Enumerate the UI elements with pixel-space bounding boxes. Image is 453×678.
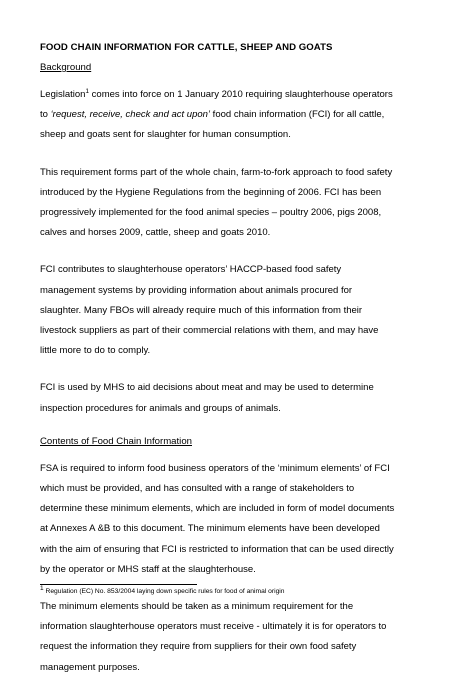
paragraph-text: Legislation: [40, 89, 86, 100]
footnote-reference[interactable]: 1: [85, 87, 90, 95]
paragraph-legislation: [40, 85, 395, 146]
paragraph-minimum-elements: FSA is required to inform food business operators of the ‘minimum elements’ of FCI which must be provided, and has consulted with a range of stakeholders to determine these minimum elements, which are included in form of model documents at Annexes A &B to this document. The minimum elements have been developed with the aim of ensuring that FCI is restricted to information that can be used directly by the operator or MHS staff at the slaughterhouse.: [40, 462, 395, 575]
paragraph-haccp: FCI contributes to slaughterhouse operators’ HACCP-based food safety management systems by providing information about animals procured for slaughter. Many FBOs will already require much of this information from their livestock suppliers as part of their commercial relations with them, and may have little more to do to comply.: [40, 264, 379, 357]
paragraph-requirement: This requirement forms part of the whole chain, farm-to-fork approach to food safety introduced by the Hygiene Regulations from the beginning of 2006. FCI has been progressively implemented for the food animal species – poultry 2006, pigs 2008, calves and horses 2009, cattle, sheep and goats 2010.: [40, 166, 393, 239]
paragraph-minimum-requirement: The minimum elements should be taken as a minimum requirement for the information slaughterhouse operators must receive - ultimately it is for operators to request the information they require from suppliers for their own food safety management purposes.: [40, 601, 387, 673]
footnote: [40, 584, 285, 595]
document-title: FOOD CHAIN INFORMATION FOR CATTLE, SHEEP AND GOATS: [40, 42, 333, 53]
footnote-number: 1: [40, 584, 44, 592]
quoted-requirement: ‘request, receive, check and act upon’: [50, 109, 211, 121]
paragraph-text: comes into force on 1 January 2010 requiring slaughterhouse operators to: [40, 89, 393, 121]
section-heading-background: Background: [40, 62, 92, 73]
footnote-divider: [40, 584, 197, 585]
footnote-text: Regulation (EC) No. 853/2004 laying down specific rules for food of animal origin: [43, 588, 285, 595]
section-heading-contents: Contents of Food Chain Information: [40, 435, 192, 447]
paragraph-text: food chain information (FCI) for all cattle, sheep and goats sent for slaughter for human consumption.: [40, 109, 385, 141]
paragraph-mhs: FCI is used by MHS to aid decisions about meat and may be used to determine inspection procedures for animals and groups of animals.: [40, 382, 374, 414]
